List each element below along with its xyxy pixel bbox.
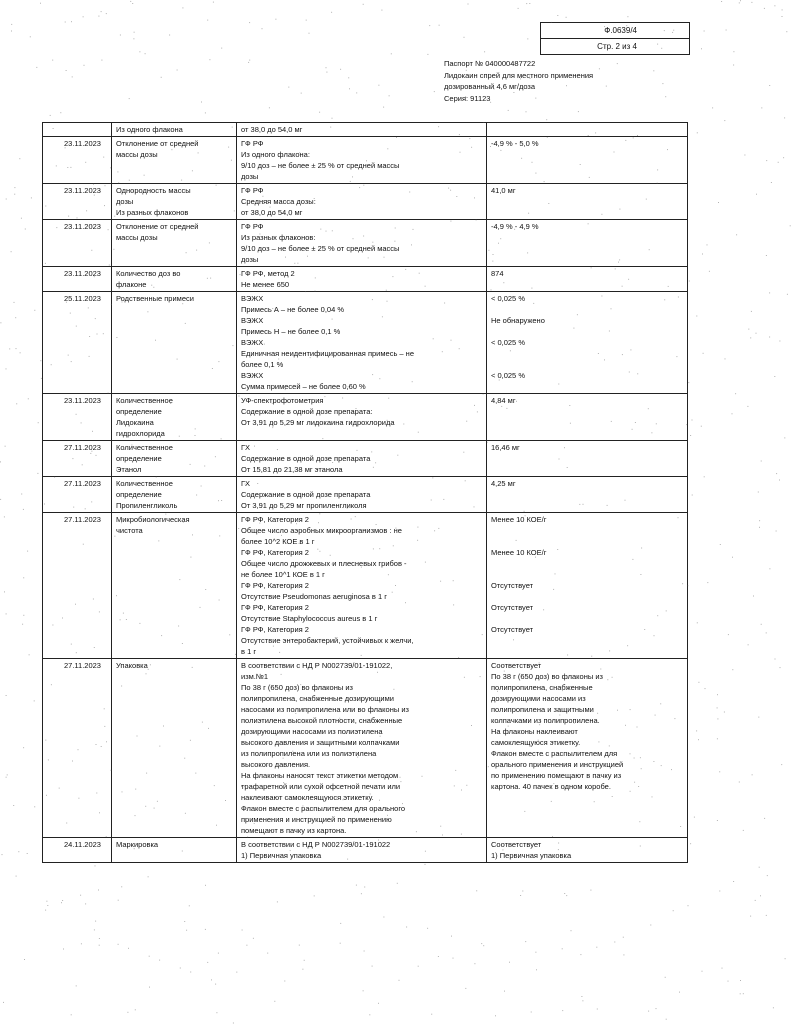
cell-line: Соответствует: [491, 661, 542, 670]
result-cell: [487, 477, 688, 513]
cell-line: в 1 г: [241, 647, 257, 656]
cell-line: Отсутствует: [491, 581, 534, 590]
cell-line: Примесь А – не более 0,04 %: [241, 305, 345, 314]
cell-line: 1) Первичная упаковка: [491, 851, 572, 860]
cell-line: изм.№1: [241, 672, 269, 681]
method-cell: [237, 292, 487, 394]
cell-line: ВЭЖХ: [241, 338, 264, 347]
cell-line: дозы: [241, 255, 259, 264]
result-cell: [487, 659, 688, 838]
result-cell: [487, 220, 688, 267]
table-row: [43, 292, 688, 394]
date-cell: 23.11.2023: [43, 267, 112, 292]
cell-line: не более 10^1 КОЕ в 1 г: [241, 570, 325, 579]
table-row: [43, 220, 688, 267]
passport-line: Лидокаин спрей для местного применения: [444, 70, 594, 80]
test-name-cell: [112, 292, 237, 394]
cell-line: Из разных флаконов:: [241, 233, 316, 242]
cell-line: 9/10 доз – не более ± 25 % от средней массы: [241, 161, 400, 170]
passport-line: Серия: 91123: [444, 93, 491, 103]
cell-line: Единичная неидентифицированная примесь – не: [241, 349, 414, 358]
date-cell: 27.11.2023: [43, 477, 112, 513]
cell-line: Содержание в одной дозе препарата: [241, 490, 371, 499]
cell-line: Микробиологическая: [116, 515, 190, 524]
cell-line: По 38 г (650 доз) во флаконы из: [241, 683, 353, 692]
cell-line: дозирующими насосами из: [491, 694, 586, 703]
cell-line: < 0,025 %: [491, 294, 525, 303]
cell-line: картона. 40 пачек в одном коробе.: [491, 782, 611, 791]
test-name-cell: [112, 267, 237, 292]
cell-line: насосами из полипропилена или во флаконы из: [241, 705, 409, 714]
cell-line: Отсутствует: [491, 625, 534, 634]
cell-line: флаконе: [116, 280, 147, 289]
cell-line: ВЭЖХ: [241, 294, 264, 303]
cell-line: [491, 536, 684, 547]
method-cell: [237, 137, 487, 184]
cell-line: 16,46 мг: [491, 443, 520, 452]
test-name-cell: [112, 137, 237, 184]
table-row: [43, 477, 688, 513]
cell-line: Отсутствие энтеробактерий, устойчивых к желчи,: [241, 636, 414, 645]
cell-line: полипропилена, снабженные дозирующими: [241, 694, 394, 703]
cell-line: 4,25 мг: [491, 479, 516, 488]
cell-line: определение: [116, 407, 162, 416]
result-cell: [487, 123, 688, 137]
test-name-cell: [112, 123, 237, 137]
cell-line: УФ-спектрофотометрия: [241, 396, 324, 405]
cell-line: [491, 613, 684, 624]
method-cell: [237, 659, 487, 838]
method-cell: [237, 513, 487, 659]
cell-line: ГФ РФ: [241, 186, 264, 195]
test-name-cell: [112, 184, 237, 220]
cell-line: В соответствии с НД Р N002739/01-191022,: [241, 661, 393, 670]
cell-line: Из разных флаконов: [116, 208, 189, 217]
table-row: [43, 184, 688, 220]
cell-line: орального применения и инструкцией: [491, 760, 624, 769]
form-code: Ф.0639/4: [604, 26, 637, 35]
cell-line: [491, 348, 684, 359]
cell-line: Количественное: [116, 479, 173, 488]
cell-line: [491, 359, 684, 370]
date-cell: 23.11.2023: [43, 394, 112, 441]
method-cell: [237, 184, 487, 220]
cell-line: ГФ РФ, Категория 2: [241, 625, 309, 634]
cell-line: более 0,1 %: [241, 360, 284, 369]
date-cell: [43, 123, 112, 137]
cell-line: Содержание в одной дозе препарата: [241, 454, 371, 463]
test-results-table: [42, 122, 688, 863]
cell-line: Упаковка: [116, 661, 148, 670]
cell-line: ГФ РФ: [241, 139, 264, 148]
cell-line: колпачками из полипропилена.: [491, 716, 600, 725]
cell-line: определение: [116, 490, 162, 499]
table-row: [43, 394, 688, 441]
cell-line: применения и инструкцией по применению: [241, 815, 392, 824]
result-cell: [487, 441, 688, 477]
cell-line: Менее 10 КОЕ/г: [491, 548, 547, 557]
cell-line: Родственные примеси: [116, 294, 194, 303]
cell-line: [491, 525, 684, 536]
cell-line: Примесь Н – не более 0,1 %: [241, 327, 341, 336]
cell-line: самоклеящуюся этикетку.: [491, 738, 581, 747]
passport-line: Паспорт № 040000487722: [444, 59, 536, 68]
test-name-cell: [112, 477, 237, 513]
cell-line: ВЭЖХ: [241, 316, 264, 325]
table-row: [43, 659, 688, 838]
cell-line: На флаконы наклеивают: [491, 727, 578, 736]
cell-line: ГФ РФ, метод 2: [241, 269, 295, 278]
cell-line: Отсутствует: [491, 603, 534, 612]
cell-line: Маркировка: [116, 840, 159, 849]
date-cell: 27.11.2023: [43, 513, 112, 659]
cell-line: По 38 г (650 доз) во флаконы из: [491, 672, 603, 681]
table-row: [43, 267, 688, 292]
result-cell: [487, 513, 688, 659]
cell-line: полипропилена, снабженные: [491, 683, 593, 692]
date-cell: 23.11.2023: [43, 184, 112, 220]
cell-line: дозы: [241, 172, 259, 181]
cell-line: Пропиленгликоль: [116, 501, 178, 510]
cell-line: ГФ РФ, Категория 2: [241, 603, 309, 612]
cell-line: Количественное: [116, 396, 173, 405]
cell-line: [491, 591, 684, 602]
cell-line: Флакон вместе с распылителем для: [491, 749, 618, 758]
method-cell: [237, 220, 487, 267]
test-name-cell: [112, 394, 237, 441]
cell-line: Из одного флакона:: [241, 150, 310, 159]
test-name-cell: [112, 659, 237, 838]
cell-line: более 10^2 КОЕ в 1 г: [241, 537, 315, 546]
cell-line: Отсутствие Pseudomonas aeruginosa в 1 г: [241, 592, 387, 601]
cell-line: Содержание в одной дозе препарата:: [241, 407, 373, 416]
cell-line: ГФ РФ, Категория 2: [241, 548, 309, 557]
cell-line: [491, 569, 684, 580]
result-cell: [487, 292, 688, 394]
cell-line: полиэтилена высокой плотности, снабженные: [241, 716, 403, 725]
cell-line: Количество доз во: [116, 269, 181, 278]
method-cell: [237, 441, 487, 477]
cell-line: Соответствует: [491, 840, 542, 849]
cell-line: чистота: [116, 526, 143, 535]
result-cell: [487, 184, 688, 220]
cell-line: От 15,81 до 21,38 мг этанола: [241, 465, 343, 474]
cell-line: Средняя масса дозы:: [241, 197, 316, 206]
cell-line: < 0,025 %: [491, 371, 525, 380]
method-cell: [237, 838, 487, 863]
cell-line: -4,9 % - 4,9 %: [491, 222, 539, 231]
cell-line: из полипропилена или из полиэтилена: [241, 749, 377, 758]
cell-line: массы дозы: [116, 150, 158, 159]
cell-line: ВЭЖХ: [241, 371, 264, 380]
cell-line: Количественное: [116, 443, 173, 452]
cell-line: Отклонение от средней: [116, 139, 199, 148]
cell-line: трафаретной или сухой офсетной печати или: [241, 782, 401, 791]
date-cell: 23.11.2023: [43, 137, 112, 184]
table-row: [43, 441, 688, 477]
cell-line: Отсутствие Staphylococcus aureus в 1 г: [241, 614, 378, 623]
cell-line: Менее 10 КОЕ/г: [491, 515, 547, 524]
table-row: [43, 838, 688, 863]
cell-line: высокого давления и защитными колпачками: [241, 738, 400, 747]
cell-line: массы дозы: [116, 233, 158, 242]
date-cell: 27.11.2023: [43, 441, 112, 477]
table-row: [43, 137, 688, 184]
date-cell: 27.11.2023: [43, 659, 112, 838]
cell-line: ГХ: [241, 443, 251, 452]
cell-line: Отклонение от средней: [116, 222, 199, 231]
cell-line: ГФ РФ: [241, 222, 264, 231]
cell-line: Этанол: [116, 465, 142, 474]
cell-line: Не менее 650: [241, 280, 290, 289]
cell-line: ГФ РФ, Категория 2: [241, 581, 309, 590]
method-cell: [237, 477, 487, 513]
cell-line: от 38,0 до 54,0 мг: [241, 125, 303, 134]
test-name-cell: [112, 513, 237, 659]
test-name-cell: [112, 441, 237, 477]
cell-line: дозы: [116, 197, 134, 206]
cell-line: [491, 124, 684, 135]
cell-line: помещают в пачку из картона.: [241, 826, 347, 835]
passport-line: дозированный 4,6 мг/доза: [444, 82, 536, 91]
method-cell: [237, 123, 487, 137]
cell-line: ГХ: [241, 479, 251, 488]
cell-line: [491, 304, 684, 315]
result-cell: [487, 838, 688, 863]
page-number: Стр. 2 из 4: [541, 38, 689, 54]
method-cell: [237, 267, 487, 292]
cell-line: полипропилена и защитными: [491, 705, 594, 714]
cell-line: 9/10 доз – не более ± 25 % от средней массы: [241, 244, 400, 253]
date-cell: 24.11.2023: [43, 838, 112, 863]
test-name-cell: [112, 220, 237, 267]
table-row: [43, 513, 688, 659]
cell-line: Из одного флакона: [116, 125, 183, 134]
test-name-cell: [112, 838, 237, 863]
cell-line: Однородность массы: [116, 186, 191, 195]
cell-line: Флакон вместе с распылителем для орального: [241, 804, 406, 813]
result-cell: [487, 267, 688, 292]
cell-line: гидрохлорида: [116, 429, 165, 438]
cell-line: наклеивают самоклеящуюся этикетку.: [241, 793, 374, 802]
cell-line: ГФ РФ, Категория 2: [241, 515, 309, 524]
cell-line: От 3,91 до 5,29 мг пропиленгликоля: [241, 501, 367, 510]
cell-line: [491, 326, 684, 337]
cell-line: по применению помещают в пачку из: [491, 771, 622, 780]
cell-line: дозирующими насосами из полиэтилена: [241, 727, 383, 736]
cell-line: 41,0 мг: [491, 186, 516, 195]
cell-line: Лидокаина: [116, 418, 154, 427]
cell-line: [491, 558, 684, 569]
cell-line: От 3,91 до 5,29 мг лидокаина гидрохлорида: [241, 418, 395, 427]
table-row: [43, 123, 688, 137]
passport-header: [444, 58, 593, 104]
cell-line: В соответствии с НД Р N002739/01-191022: [241, 840, 391, 849]
cell-line: -4,9 % - 5,0 %: [491, 139, 539, 148]
cell-line: Сумма примесей – не более 0,60 %: [241, 382, 366, 391]
cell-line: Общее число дрожжевых и плесневых грибов -: [241, 559, 407, 568]
result-cell: [487, 137, 688, 184]
form-code-box: [540, 22, 690, 55]
date-cell: 25.11.2023: [43, 292, 112, 394]
date-cell: 23.11.2023: [43, 220, 112, 267]
method-cell: [237, 394, 487, 441]
cell-line: 4,84 мг: [491, 396, 516, 405]
cell-line: от 38,0 до 54,0 мг: [241, 208, 303, 217]
cell-line: < 0,025 %: [491, 338, 525, 347]
cell-line: 1) Первичная упаковка: [241, 851, 322, 860]
cell-line: определение: [116, 454, 162, 463]
cell-line: На флаконы наносят текст этикетки методом: [241, 771, 399, 780]
cell-line: Не обнаружено: [491, 316, 545, 325]
cell-line: Общее число аэробных микроорганизмов : не: [241, 526, 402, 535]
cell-line: высокого давления.: [241, 760, 311, 769]
cell-line: 874: [491, 269, 504, 278]
result-cell: [487, 394, 688, 441]
